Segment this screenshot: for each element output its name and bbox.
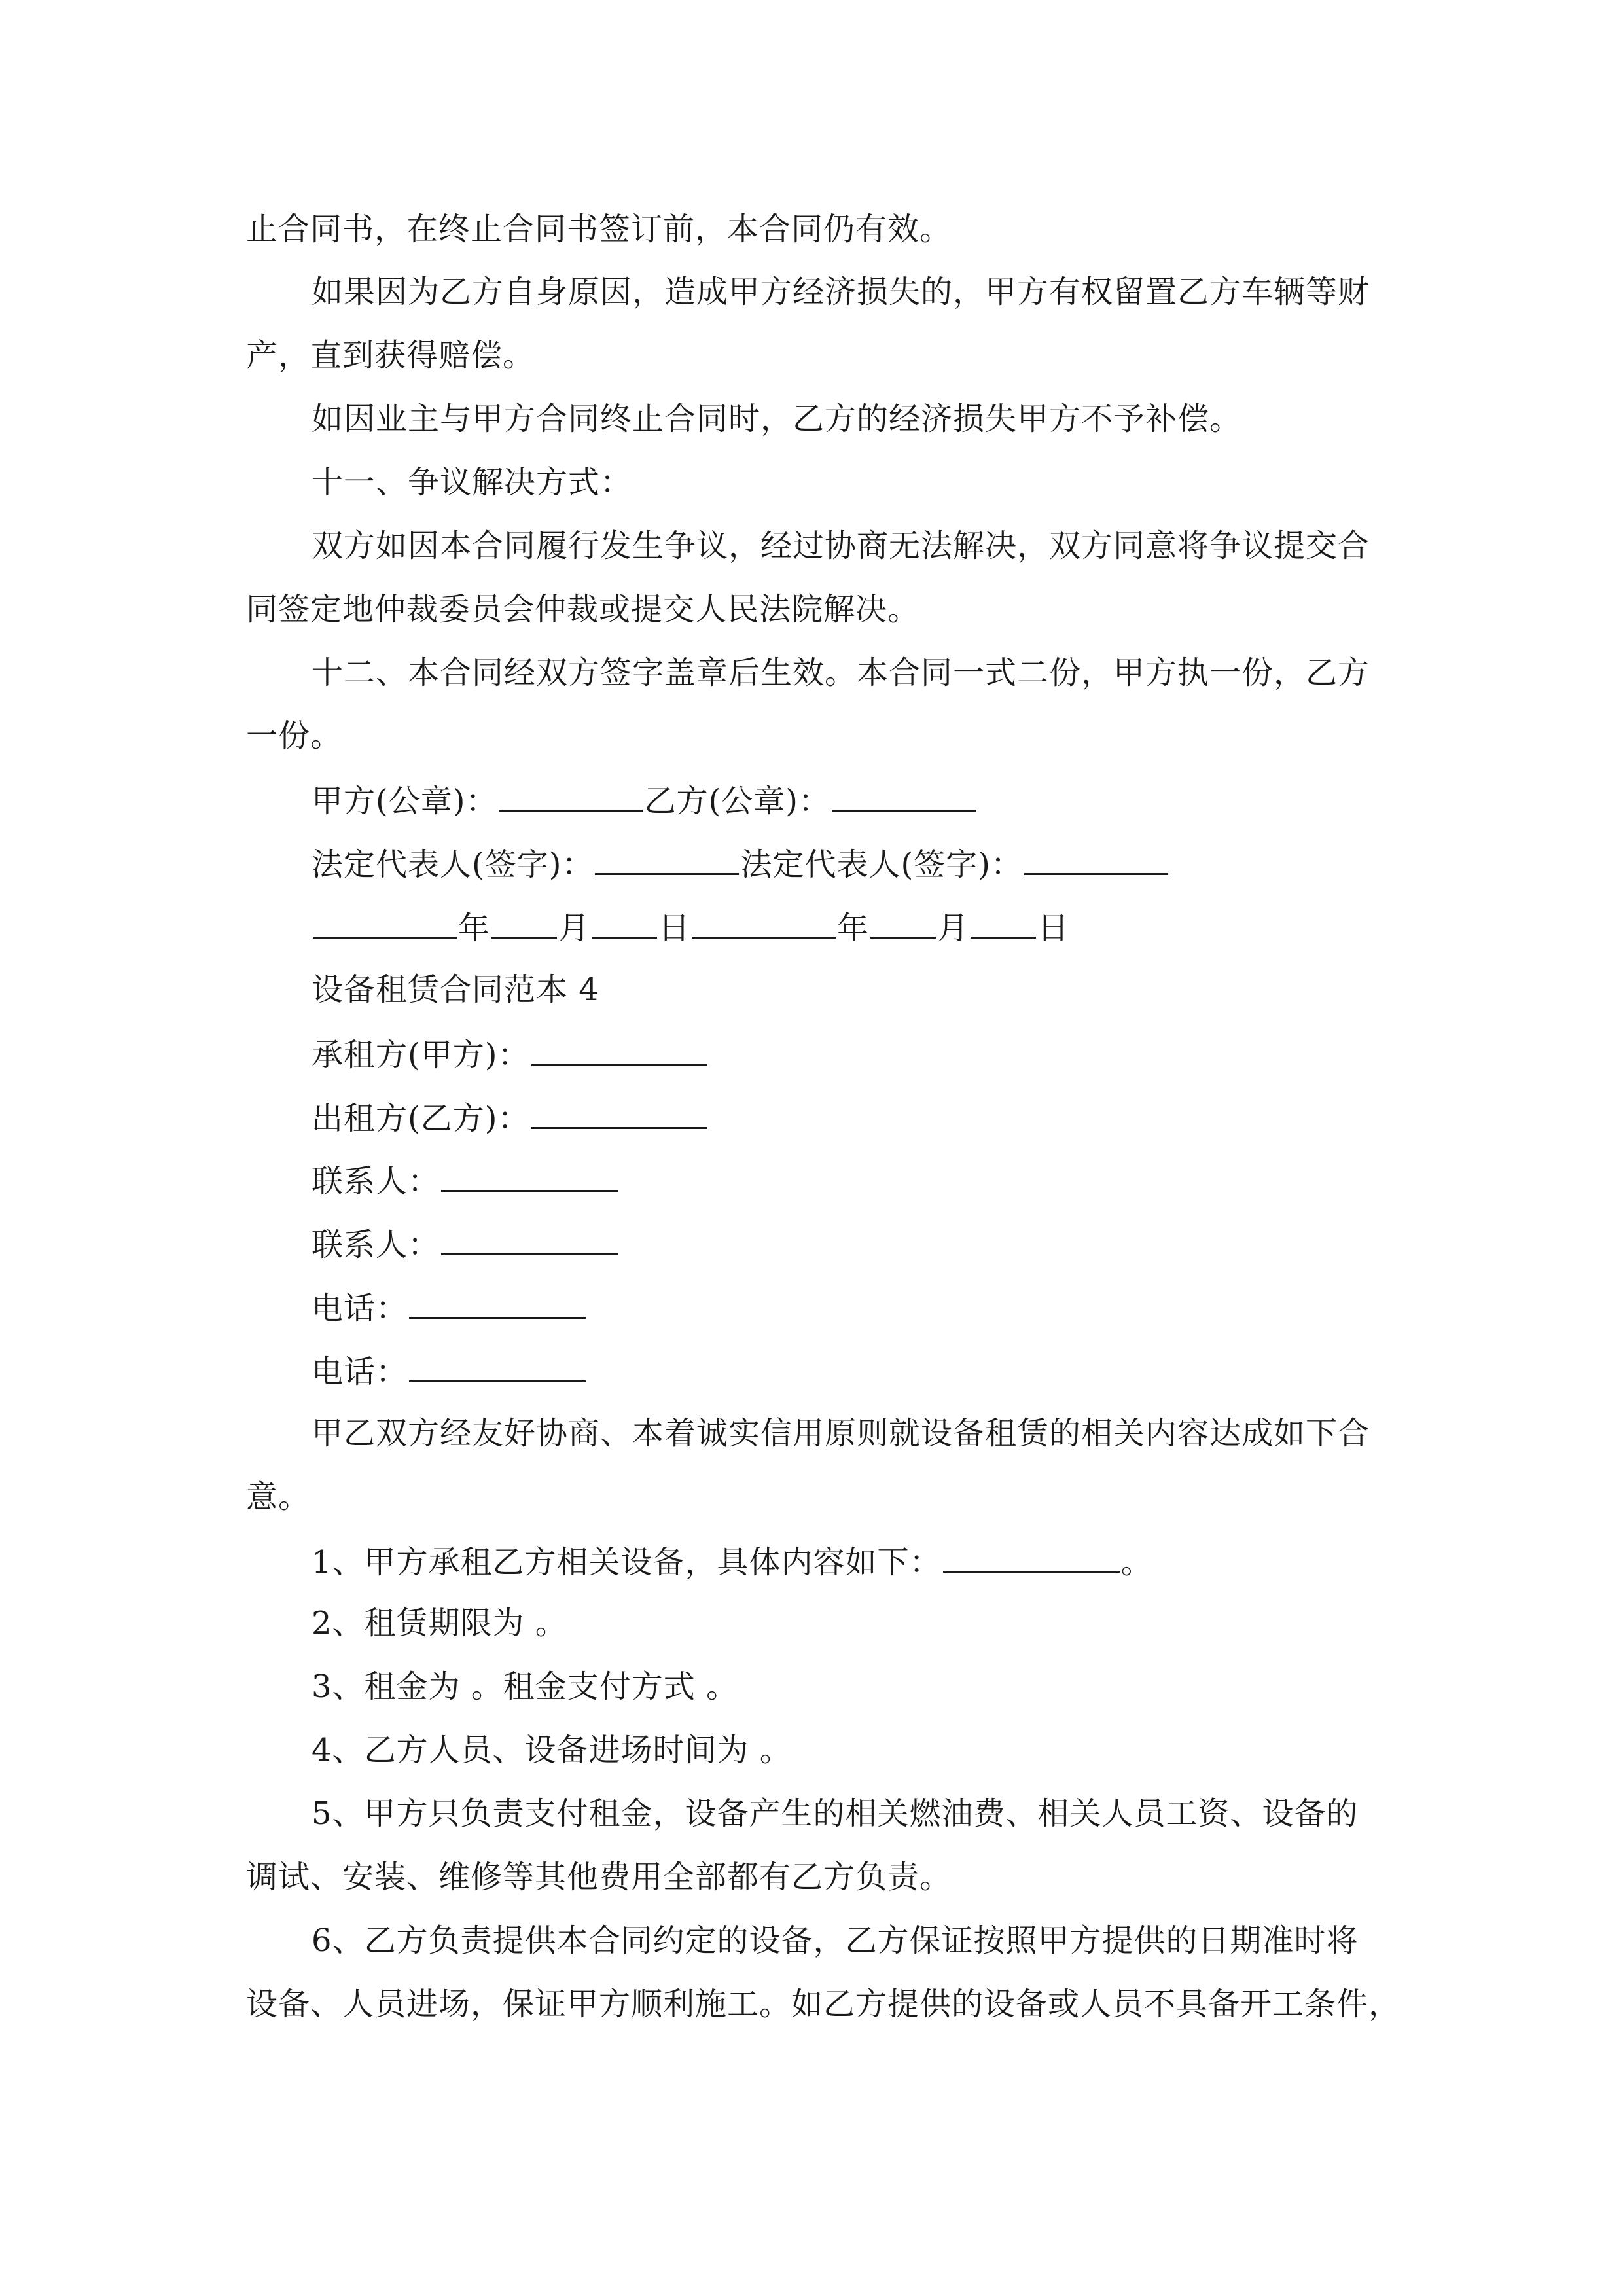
day-label: 日 [1037,910,1070,946]
paragraph-line: 意。 [246,1479,311,1515]
paragraph-line: 甲乙双方经友好协商、本着诚实信用原则就设备租赁的相关内容达成如下合 [312,1415,1370,1452]
contact-blank[interactable] [441,1160,618,1192]
paragraph-line: 双方如因本合同履行发生争议，经过协商无法解决，双方同意将争议提交合 [312,528,1370,564]
month-label: 月 [558,910,591,946]
phone-line [0,1350,1623,1391]
clause-1-end: 。 [1120,1544,1153,1581]
party-a-rep-blank[interactable] [595,843,739,875]
paragraph-line: 十二、本合同经双方签字盖章后生效。本合同一式二份，甲方执一份，乙方 [312,655,1370,691]
party-b-seal-blank[interactable] [832,780,976,812]
contact-blank[interactable] [441,1223,618,1255]
contract-title: 设备租赁合同范本 4 [312,971,599,1008]
date-line [0,906,1623,948]
phone-label: 电话： [312,1354,408,1390]
clause-line: 4、乙方人员、设备进场时间为 。 [312,1732,792,1768]
paragraph-line: 止合同书，在终止合同书签订前，本合同仍有效。 [246,211,952,247]
clause-line: 设备、人员进场，保证甲方顺利施工。如乙方提供的设备或人员不具备开工条件， [246,1986,1401,2022]
section-heading: 十一、争议解决方式： [312,464,633,501]
clause-line: 6、乙方负责提供本合同约定的设备，乙方保证按照甲方提供的日期准时将 [312,1922,1359,1959]
date-a-year-blank[interactable] [313,906,457,939]
lessee-label: 承租方(甲方)： [312,1037,530,1073]
contact-line [0,1160,1623,1201]
lessee-line [0,1033,1623,1075]
month-label: 月 [937,910,970,946]
clause-line: 3、租金为 。租金支付方式 。 [312,1668,739,1705]
date-a-month-blank[interactable] [491,906,557,939]
clause-1-blank[interactable] [943,1541,1120,1573]
phone-blank[interactable] [409,1350,586,1382]
party-b-seal-label: 乙方(公章)： [644,783,830,819]
date-b-year-blank[interactable] [692,906,836,939]
day-label: 日 [658,910,691,946]
phone-line [0,1287,1623,1328]
paragraph-line: 产，直到获得赔偿。 [246,337,535,374]
year-label: 年 [458,910,491,946]
contact-label: 联系人： [312,1227,440,1263]
seal-line [0,780,1623,821]
clause-1-text: 1、甲方承租乙方相关设备，具体内容如下： [312,1544,942,1581]
clause-line [0,1541,1623,1582]
lessee-blank[interactable] [531,1033,707,1066]
date-b-day-blank[interactable] [971,906,1036,939]
party-a-seal-blank[interactable] [499,780,643,812]
party-a-seal-label: 甲方(公章)： [312,783,498,819]
lessor-label: 出租方(乙方)： [312,1100,530,1137]
party-b-rep-label: 法定代表人(签字)： [740,846,1023,883]
lessor-line [0,1097,1623,1138]
date-a-day-blank[interactable] [592,906,657,939]
clause-line: 5、甲方只负责支付租金，设备产生的相关燃油费、相关人员工资、设备的 [312,1795,1359,1832]
paragraph-line: 同签定地仲裁委员会仲裁或提交人民法院解决。 [246,591,920,628]
representative-line [0,843,1623,884]
date-b-month-blank[interactable] [870,906,936,939]
party-a-rep-label: 法定代表人(签字)： [312,846,594,883]
clause-line: 调试、安装、维修等其他费用全部都有乙方负责。 [246,1859,952,1895]
phone-label: 电话： [312,1290,408,1327]
contact-line [0,1223,1623,1265]
paragraph-line: 如因业主与甲方合同终止合同时，乙方的经济损失甲方不予补偿。 [312,401,1242,437]
paragraph-line: 一份。 [246,717,343,754]
party-b-rep-blank[interactable] [1024,843,1168,875]
paragraph-line: 如果因为乙方自身原因，造成甲方经济损失的，甲方有权留置乙方车辆等财 [312,274,1370,310]
lessor-blank[interactable] [531,1097,707,1129]
clause-line: 2、租赁期限为 。 [312,1605,567,1641]
phone-blank[interactable] [409,1287,586,1319]
contact-label: 联系人： [312,1163,440,1200]
year-label: 年 [837,910,870,946]
